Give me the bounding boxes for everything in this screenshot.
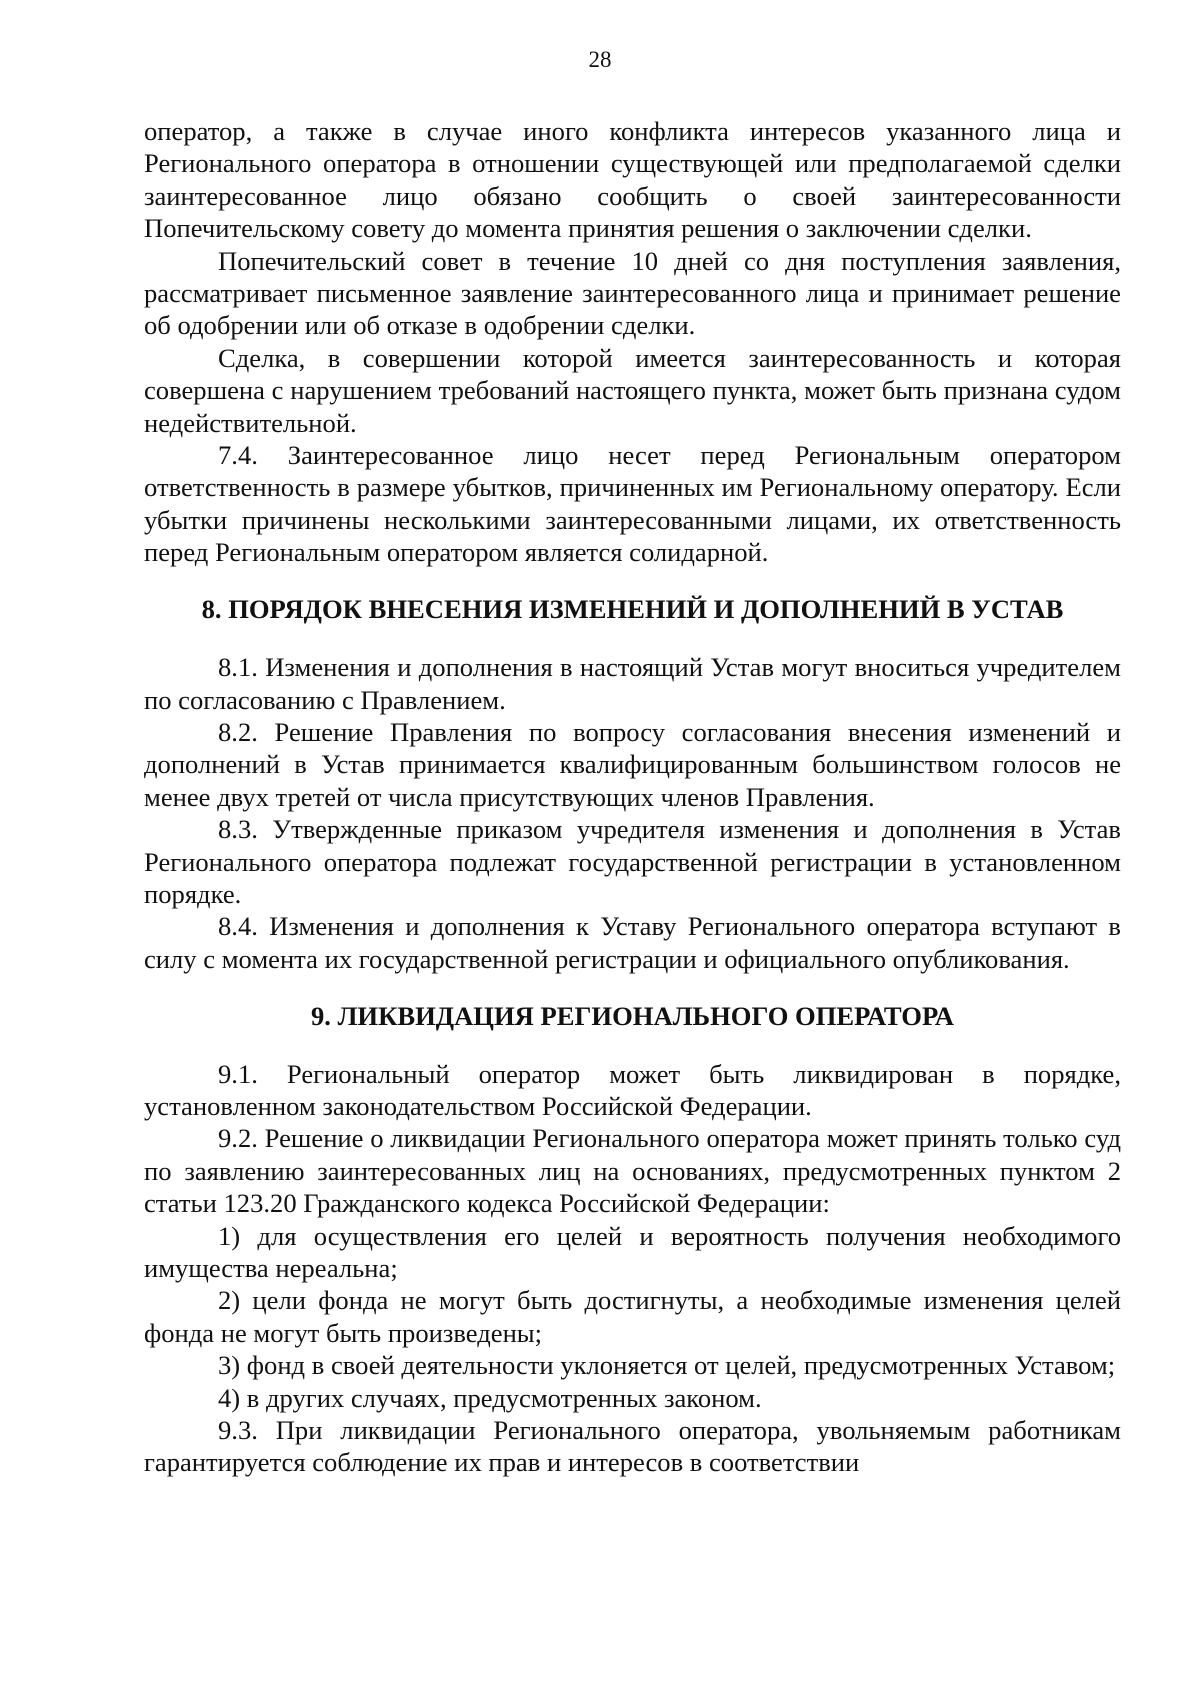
page-number: 28	[588, 47, 612, 72]
paragraph-7-4: 7.4. Заинтересованное лицо несет перед Региональным оператором ответственность в размере убытков, причиненных им Региональному оператору. Если убытки причинены несколькими заинтересованными лицами, их ответственность перед Региональным оператором является солидарной.	[144, 440, 1121, 568]
paragraph-9-2: 9.2. Решение о ликвидации Регионального оператора может принять только суд по заявлению заинтересованных лиц на основаниях, предусмотренных пунктом 2 статьи 123.20 Гражданского кодекса Российской Федерации:	[144, 1123, 1121, 1219]
document-body	[144, 115, 1121, 1479]
list-item-1: 1) для осуществления его целей и вероятность получения необходимого имущества нереальна;	[144, 1220, 1121, 1283]
section-9-heading: 9. ЛИКВИДАЦИЯ РЕГИОНАЛЬНОГО ОПЕРАТОРА	[311, 1001, 954, 1032]
list-item-3: 3) фонд в своей деятельности уклоняется от целей, предусмотренных Уставом;	[218, 1350, 1116, 1381]
list-item-2: 2) цели фонда не могут быть достигнуты, а необходимые изменения целей фонда не могут быть произведены;	[144, 1285, 1121, 1348]
section-8-heading: 8. ПОРЯДОК ВНЕСЕНИЯ ИЗМЕНЕНИЙ И ДОПОЛНЕНИЙ В УСТАВ	[201, 593, 1064, 624]
list-item-4: 4) в других случаях, предусмотренных законом.	[218, 1382, 762, 1413]
paragraph-continuation: оператор, а также в случае иного конфликта интересов указанного лица и Регионального оператора в отношении существующей или предполагаемой сделки заинтересованное лицо обязано сообщить о своей заинтересованности Попечительскому совету до момента принятия решения о заключении сделки.	[144, 116, 1121, 244]
paragraph-9-1: 9.1. Региональный оператор может быть ликвидирован в порядке, установленном законодательством Российской Федерации.	[144, 1058, 1121, 1121]
paragraph-8-4: 8.4. Изменения и дополнения к Уставу Регионального оператора вступают в силу с момента их государственной регистрации и официального опубликования.	[144, 911, 1121, 974]
paragraph-8-1: 8.1. Изменения и дополнения в настоящий Устав могут вноситься учредителем по согласованию с Правлением.	[144, 652, 1121, 715]
paragraph-8-3: 8.3. Утвержденные приказом учредителя изменения и дополнения в Устав Регионального оператора подлежат государственной регистрации в установленном порядке.	[144, 814, 1121, 909]
paragraph-9-3: 9.3. При ликвидации Регионального оператора, увольняемым работникам гарантируется соблюдение их прав и интересов в соответствии	[144, 1415, 1121, 1478]
paragraph-board-review: Попечительский совет в течение 10 дней со дня поступления заявления, рассматривает письменное заявление заинтересованного лица и принимает решение об одобрении или об отказе в одобрении сделки.	[144, 245, 1121, 341]
paragraph-deal-invalid: Сделка, в совершении которой имеется заинтересованность и которая совершена с нарушением требований настоящего пункта, может быть признана судом недействительной.	[144, 342, 1121, 438]
paragraph-8-2: 8.2. Решение Правления по вопросу согласования внесения изменений и дополнений в Устав принимается квалифицированным большинством голосов не менее двух третей от числа присутствующих членов Правления.	[144, 716, 1121, 812]
